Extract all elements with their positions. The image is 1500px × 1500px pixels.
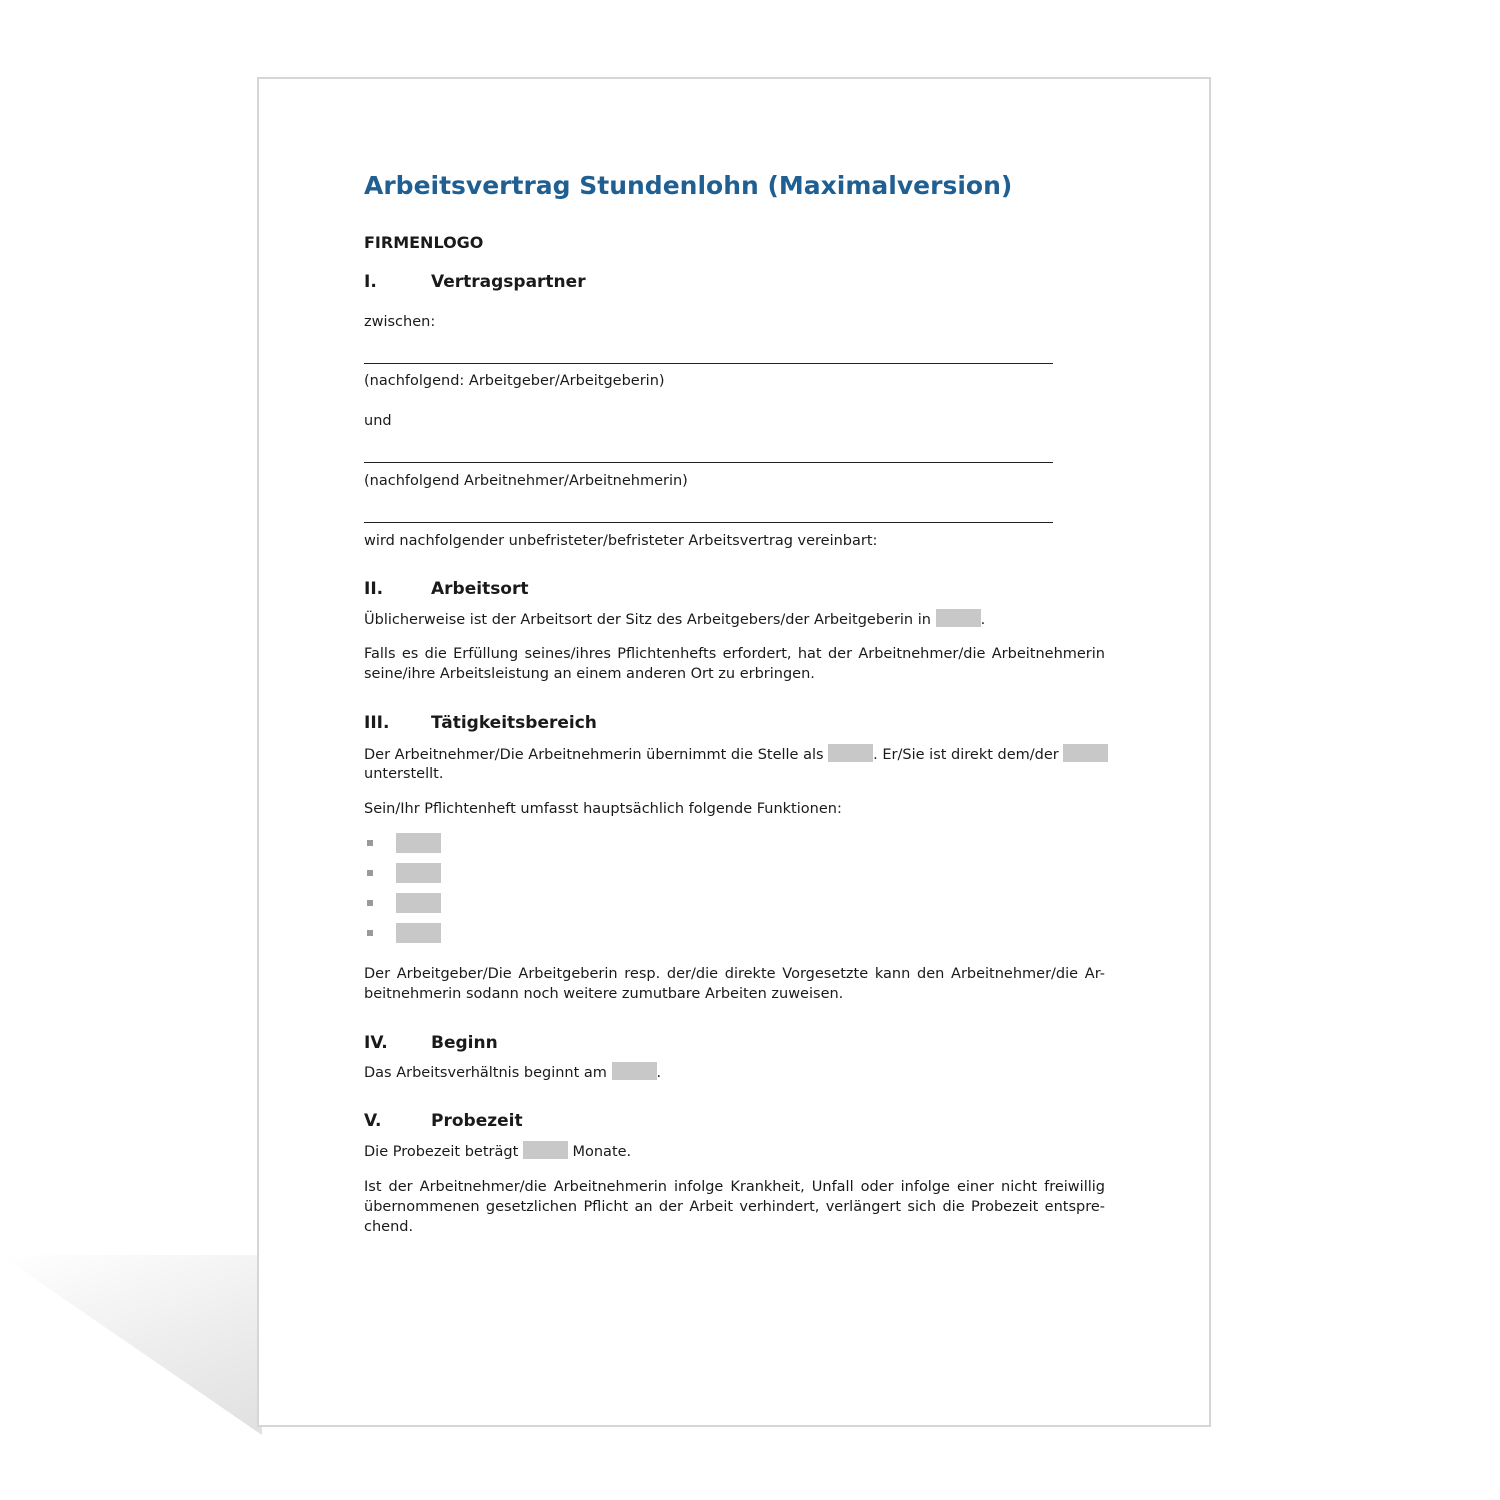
section-number: IV. [364, 1033, 388, 1053]
text-agreement: wird nachfolgender unbefristeter/befristeter Arbeitsvertrag vereinbart: [364, 533, 878, 549]
section-title: Arbeitsort [431, 579, 529, 599]
section-number: III. [364, 713, 390, 733]
placeholder-field-probation-months[interactable] [523, 1141, 568, 1159]
section-number: I. [364, 272, 377, 292]
paragraph-probezeit-1 [364, 1141, 631, 1162]
section-title: Tätigkeitsbereich [431, 713, 597, 733]
placeholder-field-supervisor[interactable] [1063, 744, 1108, 762]
signature-line-employee[interactable] [364, 462, 1053, 463]
section-heading-vertragspartner [364, 272, 764, 296]
section-heading-probezeit [364, 1111, 764, 1135]
text-unterstellt: unterstellt. [364, 766, 444, 782]
text-segment: . Er/Sie ist direkt dem/der [873, 747, 1059, 763]
placeholder-field-city[interactable] [936, 609, 981, 627]
text-und: und [364, 413, 392, 429]
section-title: Probezeit [431, 1111, 523, 1131]
paragraph-taetigkeit-3: Der Arbeitgeber/Die Arbeitgeberin resp. der/die direkte Vorgesetzte kann den Arbeitnehmer/die Ar-beitnehmerin sodann noch weitere zumutbare Arbeiten zuweisen. [364, 966, 1105, 1002]
placeholder-field-function[interactable] [396, 923, 441, 943]
text-segment: Das Arbeitsverhältnis beginnt am [364, 1065, 607, 1081]
paragraph-arbeitsort-2: Falls es die Erfüllung seines/ihres Pflichtenhefts erfordert, hat der Arbeitnehmer/die Arbeitnehmerin seine/ihre Arbeitsleistung an einem anderen Ort zu erbringen. [364, 646, 1105, 682]
placeholder-field-function[interactable] [396, 833, 441, 853]
company-logo-placeholder: FIRMENLOGO [364, 233, 484, 252]
document-page [257, 77, 1211, 1427]
signature-line-employer[interactable] [364, 363, 1053, 364]
list-bullet [367, 900, 373, 906]
paragraph-probezeit-2: Ist der Arbeitnehmer/die Arbeitnehmerin infolge Krankheit, Unfall oder infolge einer nicht freiwillig übernommenen gesetzlichen Pflicht an der Arbeit verhindert, verlängert sich die Probezeit entspre-chend. [364, 1179, 1105, 1235]
placeholder-field-function[interactable] [396, 893, 441, 913]
document-title: Arbeitsvertrag Stundenlohn (Maximalversion) [364, 171, 1013, 200]
list-bullet [367, 870, 373, 876]
paragraph-taetigkeit-2: Sein/Ihr Pflichtenheft umfasst hauptsächlich folgende Funktionen: [364, 801, 842, 817]
section-heading-beginn [364, 1033, 764, 1057]
section-title: Beginn [431, 1033, 498, 1053]
text-segment: Monate. [572, 1144, 632, 1160]
text-segment: Üblicherweise ist der Arbeitsort der Sitz des Arbeitgebers/der Arbeitgeberin in [364, 612, 931, 628]
list-bullet [367, 840, 373, 846]
paragraph-arbeitsort-1 [364, 609, 985, 630]
text-segment: . [656, 1065, 662, 1081]
section-number: V. [364, 1111, 382, 1131]
paragraph-taetigkeit-1 [364, 744, 1108, 765]
section-number: II. [364, 579, 384, 599]
text-segment: . [980, 612, 986, 628]
placeholder-field-start-date[interactable] [612, 1062, 657, 1080]
paragraph-beginn [364, 1062, 661, 1083]
text-zwischen: zwischen: [364, 314, 436, 330]
list-bullet [367, 930, 373, 936]
text-segment: Die Probezeit beträgt [364, 1144, 519, 1160]
placeholder-field-position[interactable] [828, 744, 873, 762]
text-employer-note: (nachfolgend: Arbeitgeber/Arbeitgeberin) [364, 373, 665, 389]
section-title: Vertragspartner [431, 272, 586, 292]
page-shadow [0, 1255, 262, 1435]
section-heading-taetigkeitsbereich [364, 713, 764, 737]
text-segment: Der Arbeitnehmer/Die Arbeitnehmerin übernimmt die Stelle als [364, 747, 824, 763]
signature-line-extra[interactable] [364, 522, 1053, 523]
text-employee-note: (nachfolgend Arbeitnehmer/Arbeitnehmerin) [364, 473, 688, 489]
section-heading-arbeitsort [364, 579, 764, 603]
placeholder-field-function[interactable] [396, 863, 441, 883]
